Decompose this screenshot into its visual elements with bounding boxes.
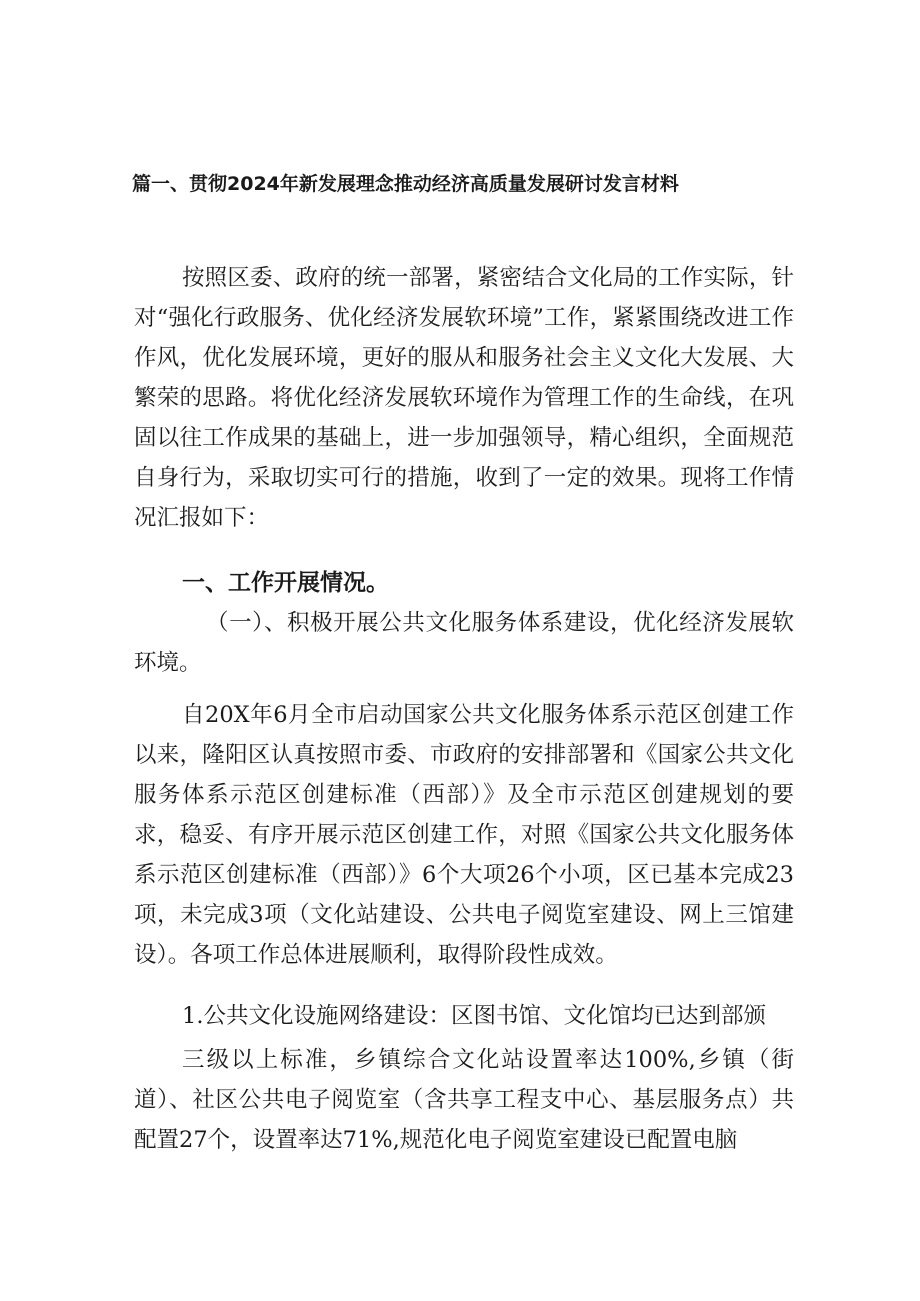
item-1-continuation [134,1040,794,1160]
item-1-continuation-text: 三级以上标准，乡镇综合文化站设置率达100%,乡镇（街道）、社区公共电子阅览室（含共享工程支中心、基层服务点）共配置27个，设置率达71%,规范化电子阅览室建设已配置电脑 [134,1047,794,1153]
subsection-heading [134,603,794,683]
subsection-heading-text: （一）、积极开展公共文化服务体系建设，优化经济发展软环境。 [134,610,794,676]
intro-paragraph: 按照区委、政府的统一部署，紧密结合文化局的工作实际，针对“强化行政服务、优化经济发展软环境”工作，紧紧围绕改进工作作风，优化发展环境，更好的服从和服务社会主义文化大发展、大繁荣的思路。将优化经济发展软环境作为管理工作的生命线，在巩固以往工作成果的基础上，进一步加强领导，精心组织，全面规范自身行为，采取切实可行的措施，收到了一定的效果。现将工作情况汇报如下： [134,265,794,531]
section-heading: 一、工作开展情况。 [182,570,389,596]
body-paragraph: 自20X年6月全市启动国家公共文化服务体系示范区创建工作以来，隆阳区认真按照市委、市政府的安排部署和《国家公共文化服务体系示范区创建标准（西部）》及全市示范区创建规划的要求，稳妥、有序开展示范区创建工作，对照《国家公共文化服务体系示范区创建标准（西部）》6个大项26个小项，区已基本完成23项，未完成3项（文化站建设、公共电子阅览室建设、网上三馆建设）。各项工作总体进展顺利，取得阶段性成效。 [134,702,794,968]
item-1-first-line: 1.公共文化设施网络建设：区图书馆、文化馆均已达到部颁 [182,1003,766,1029]
document-title: 篇一、贯彻2024年新发展理念推动经济高质量发展研讨发言材料 [132,173,679,195]
